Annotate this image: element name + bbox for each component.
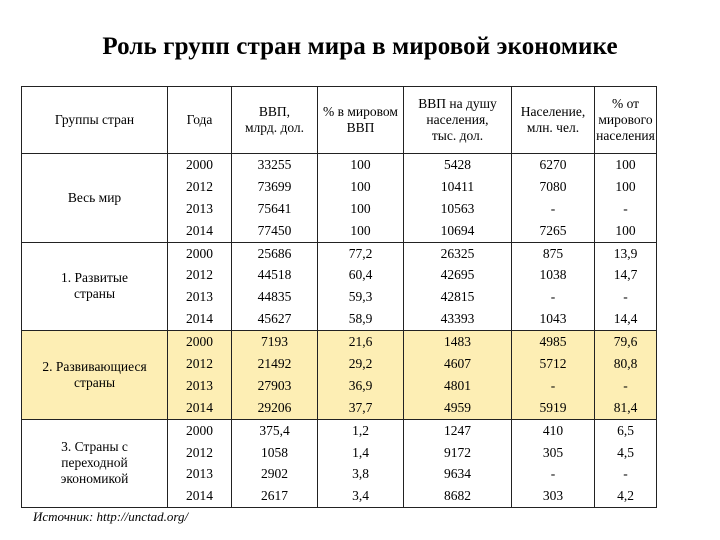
- year-cell: 2014: [168, 397, 232, 419]
- population-cell: -: [512, 198, 595, 220]
- gdp-per-capita-cell: 10411: [404, 176, 512, 198]
- population-pct-cell: 14,7: [595, 264, 657, 286]
- population-pct-cell: 4,5: [595, 442, 657, 464]
- year-cell: 2000: [168, 331, 232, 353]
- gdp-per-capita-cell: 1247: [404, 419, 512, 441]
- gdp-cell: 21492: [232, 353, 318, 375]
- gdp-per-capita-cell: 10563: [404, 198, 512, 220]
- gdp-per-capita-cell: 4959: [404, 397, 512, 419]
- population-cell: 303: [512, 485, 595, 507]
- year-cell: 2014: [168, 220, 232, 242]
- gdp-cell: 25686: [232, 242, 318, 264]
- group-name-line: переходной: [61, 455, 128, 471]
- gdp-per-capita-cell: 9172: [404, 442, 512, 464]
- population-cell: 6270: [512, 154, 595, 176]
- year-cell: 2013: [168, 463, 232, 485]
- population-pct-cell: 80,8: [595, 353, 657, 375]
- population-pct-cell: 79,6: [595, 331, 657, 353]
- population-cell: 1043: [512, 308, 595, 330]
- gdp-cell: 29206: [232, 397, 318, 419]
- header-row: [22, 87, 657, 154]
- gdp-pct-cell: 3,4: [318, 485, 404, 507]
- gdp-pct-cell: 58,9: [318, 308, 404, 330]
- gdp-per-capita-cell: 42695: [404, 264, 512, 286]
- gdp-cell: 73699: [232, 176, 318, 198]
- gdp-cell: 75641: [232, 198, 318, 220]
- gdp-pct-cell: 1,2: [318, 419, 404, 441]
- header-population: Население, млн. чел.: [512, 87, 595, 154]
- economy-table: [21, 86, 657, 508]
- population-cell: -: [512, 286, 595, 308]
- page-title: Роль групп стран мира в мировой экономике: [102, 33, 618, 60]
- year-cell: 2014: [168, 485, 232, 507]
- gdp-pct-cell: 3,8: [318, 463, 404, 485]
- group-name-cell: [22, 419, 168, 508]
- population-cell: 7265: [512, 220, 595, 242]
- gdp-per-capita-cell: 5428: [404, 154, 512, 176]
- gdp-per-capita-cell: 10694: [404, 220, 512, 242]
- population-cell: 875: [512, 242, 595, 264]
- group-name-cell: [22, 242, 168, 331]
- group-name-line: 2. Развивающиеся: [42, 358, 147, 374]
- gdp-per-capita-cell: 43393: [404, 308, 512, 330]
- population-pct-cell: -: [595, 198, 657, 220]
- group-name-line: страны: [73, 374, 116, 390]
- table-row: [22, 331, 657, 353]
- population-pct-cell: -: [595, 375, 657, 397]
- year-cell: 2013: [168, 375, 232, 397]
- group-name-cell: [22, 154, 168, 243]
- gdp-pct-cell: 100: [318, 220, 404, 242]
- gdp-pct-cell: 36,9: [318, 375, 404, 397]
- gdp-pct-cell: 37,7: [318, 397, 404, 419]
- population-pct-cell: 14,4: [595, 308, 657, 330]
- year-cell: 2013: [168, 198, 232, 220]
- gdp-cell: 44835: [232, 286, 318, 308]
- year-cell: 2013: [168, 286, 232, 308]
- year-cell: 2012: [168, 442, 232, 464]
- population-pct-cell: 6,5: [595, 419, 657, 441]
- population-cell: 410: [512, 419, 595, 441]
- gdp-per-capita-cell: 42815: [404, 286, 512, 308]
- gdp-pct-cell: 100: [318, 154, 404, 176]
- year-cell: 2012: [168, 353, 232, 375]
- table-row: [22, 242, 657, 264]
- population-cell: 5712: [512, 353, 595, 375]
- population-cell: 4985: [512, 331, 595, 353]
- gdp-per-capita-cell: 4801: [404, 375, 512, 397]
- group-name-cell: [22, 331, 168, 420]
- table-row: [22, 154, 657, 176]
- source-note: Источник: http://unctad.org/: [33, 509, 189, 524]
- table-row: [22, 419, 657, 441]
- table-body: [22, 154, 657, 508]
- gdp-pct-cell: 100: [318, 176, 404, 198]
- gdp-cell: 1058: [232, 442, 318, 464]
- header-group: Группы стран: [22, 87, 168, 154]
- gdp-pct-cell: 100: [318, 198, 404, 220]
- population-pct-cell: -: [595, 286, 657, 308]
- year-cell: 2000: [168, 154, 232, 176]
- header-gdp-pct: % в мировом ВВП: [318, 87, 404, 154]
- group-name-line: экономикой: [60, 471, 129, 487]
- group-name-line: Весь мир: [67, 189, 122, 205]
- population-pct-cell: -: [595, 463, 657, 485]
- gdp-cell: 77450: [232, 220, 318, 242]
- population-cell: 7080: [512, 176, 595, 198]
- year-cell: 2014: [168, 308, 232, 330]
- gdp-cell: 27903: [232, 375, 318, 397]
- population-pct-cell: 100: [595, 154, 657, 176]
- gdp-per-capita-cell: 9634: [404, 463, 512, 485]
- gdp-pct-cell: 29,2: [318, 353, 404, 375]
- gdp-cell: 7193: [232, 331, 318, 353]
- gdp-per-capita-cell: 4607: [404, 353, 512, 375]
- gdp-pct-cell: 21,6: [318, 331, 404, 353]
- gdp-per-capita-cell: 1483: [404, 331, 512, 353]
- population-pct-cell: 13,9: [595, 242, 657, 264]
- header-gdp-per-capita: ВВП на душу населения, тыс. дол.: [404, 87, 512, 154]
- header-gdp: ВВП, млрд. дол.: [232, 87, 318, 154]
- population-cell: -: [512, 463, 595, 485]
- gdp-cell: 2617: [232, 485, 318, 507]
- gdp-cell: 33255: [232, 154, 318, 176]
- population-cell: 5919: [512, 397, 595, 419]
- gdp-per-capita-cell: 8682: [404, 485, 512, 507]
- group-name-line: 3. Страны с: [61, 439, 128, 455]
- gdp-cell: 2902: [232, 463, 318, 485]
- gdp-pct-cell: 60,4: [318, 264, 404, 286]
- group-name-line: 1. Развитые: [61, 270, 128, 286]
- header-year: Года: [168, 87, 232, 154]
- population-pct-cell: 81,4: [595, 397, 657, 419]
- population-cell: -: [512, 375, 595, 397]
- header-population-pct: % от мирового населения: [595, 87, 657, 154]
- population-cell: 1038: [512, 264, 595, 286]
- year-cell: 2000: [168, 242, 232, 264]
- year-cell: 2012: [168, 264, 232, 286]
- population-pct-cell: 4,2: [595, 485, 657, 507]
- gdp-per-capita-cell: 26325: [404, 242, 512, 264]
- gdp-cell: 45627: [232, 308, 318, 330]
- gdp-cell: 44518: [232, 264, 318, 286]
- year-cell: 2012: [168, 176, 232, 198]
- population-cell: 305: [512, 442, 595, 464]
- gdp-pct-cell: 77,2: [318, 242, 404, 264]
- population-pct-cell: 100: [595, 220, 657, 242]
- gdp-pct-cell: 59,3: [318, 286, 404, 308]
- group-name-line: страны: [73, 286, 116, 302]
- gdp-pct-cell: 1,4: [318, 442, 404, 464]
- population-pct-cell: 100: [595, 176, 657, 198]
- year-cell: 2000: [168, 419, 232, 441]
- gdp-cell: 375,4: [232, 419, 318, 441]
